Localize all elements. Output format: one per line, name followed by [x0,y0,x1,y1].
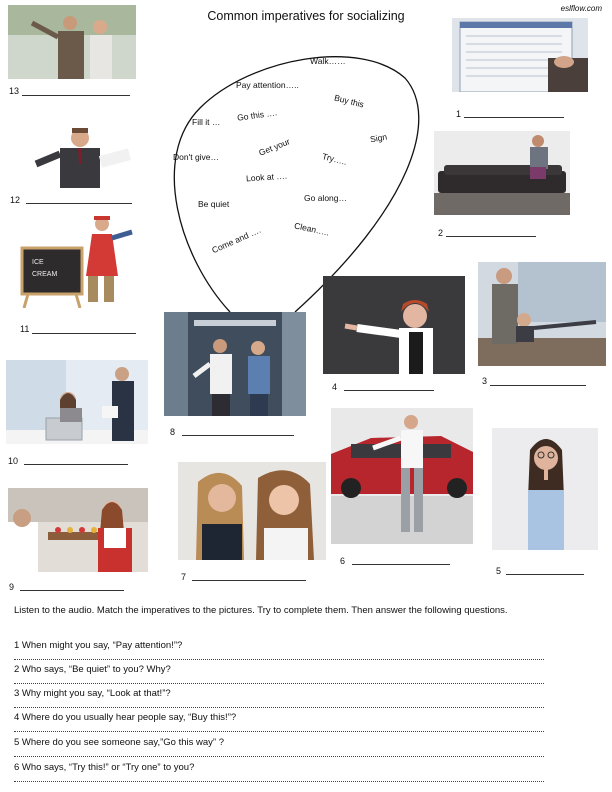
picture-number: 3 [482,376,488,386]
question-5: 5 Where do you see someone say,”Go this way” ? [14,737,224,748]
answer-line[interactable] [464,117,564,118]
question-3: 3 Why might you say, “Look at that!”? [14,688,171,699]
picture-13 [8,5,136,79]
answer-line[interactable] [14,683,544,684]
answer-line[interactable] [20,590,124,591]
picture-number: 7 [181,572,187,582]
picture-11 [20,214,138,308]
answer-line[interactable] [26,203,132,204]
picture-number: 2 [438,228,444,238]
bubble-word-go-along: Go along… [304,193,347,203]
picture-3 [478,262,606,366]
picture-number: 5 [496,566,502,576]
picture-number: 12 [10,195,21,205]
picture-2 [434,131,570,215]
bubble-word-pay-attention: Pay attention….. [236,80,299,90]
answer-line[interactable] [344,390,434,391]
instructions: Listen to the audio. Match the imperatives to the pictures. Try to complete them. Then answer the following questions. [14,605,508,616]
picture-number: 1 [456,109,462,119]
picture-number: 9 [9,582,15,592]
picture-number: 6 [340,556,346,566]
bubble-word-be-quiet: Be quiet [198,199,230,209]
picture-10 [6,360,148,444]
picture-8 [164,312,306,416]
answer-line[interactable] [506,574,584,575]
answer-line[interactable] [490,385,586,386]
picture-4 [323,276,465,374]
picture-7 [178,462,326,560]
answer-line[interactable] [24,464,128,465]
picture-1 [452,18,588,92]
bubble-word-go-this: Go this …. [236,107,278,123]
answer-line[interactable] [14,781,544,782]
picture-9 [8,488,148,572]
answer-line[interactable] [182,435,294,436]
answer-line[interactable] [14,659,544,660]
bubble-word-dont-give: Don't give… [173,152,220,162]
bubble-word-get-your: Get your [257,136,292,158]
answer-line[interactable] [14,731,544,732]
picture-number: 4 [332,382,338,392]
bubble-word-try: Try….. [321,151,349,167]
picture-number: 13 [9,86,20,96]
question-1: 1 When might you say, “Pay attention!”? [14,640,183,651]
answer-line[interactable] [14,756,544,757]
question-6: 6 Who says, “Try this!” or “Try one” to you? [14,762,195,773]
answer-line[interactable] [352,564,450,565]
picture-number: 8 [170,427,176,437]
bubble-word-sign: Sign [369,131,388,145]
bubble-word-walk: Walk…… [310,56,346,66]
answer-line[interactable] [446,236,536,237]
answer-line[interactable] [14,707,544,708]
picture-6 [331,408,473,544]
picture-5 [492,428,598,550]
page-title: Common imperatives for socializing [207,9,405,23]
bubble-word-buy-this: Buy this [333,92,366,110]
answer-line[interactable] [192,580,306,581]
answer-line[interactable] [32,333,136,334]
svg-text:ICE: ICE [32,259,44,266]
picture-12 [20,124,136,188]
bubble-word-fill-it: Fill it … [192,117,221,127]
picture-number: 10 [8,456,19,466]
bubble-word-come-and: Come and …. [210,224,263,256]
question-2: 2 Who says, “Be quiet” to you? Why? [14,664,171,675]
bubble-word-look-at: Look at …. [245,170,288,184]
picture-number: 11 [20,324,30,334]
brand-label: eslflow.com [560,4,602,13]
svg-text:CREAM: CREAM [32,271,58,278]
question-4: 4 Where do you usually hear people say, “Buy this!”? [14,712,237,723]
answer-line[interactable] [22,95,130,96]
bubble-word-clean: Clean….. [293,220,331,238]
